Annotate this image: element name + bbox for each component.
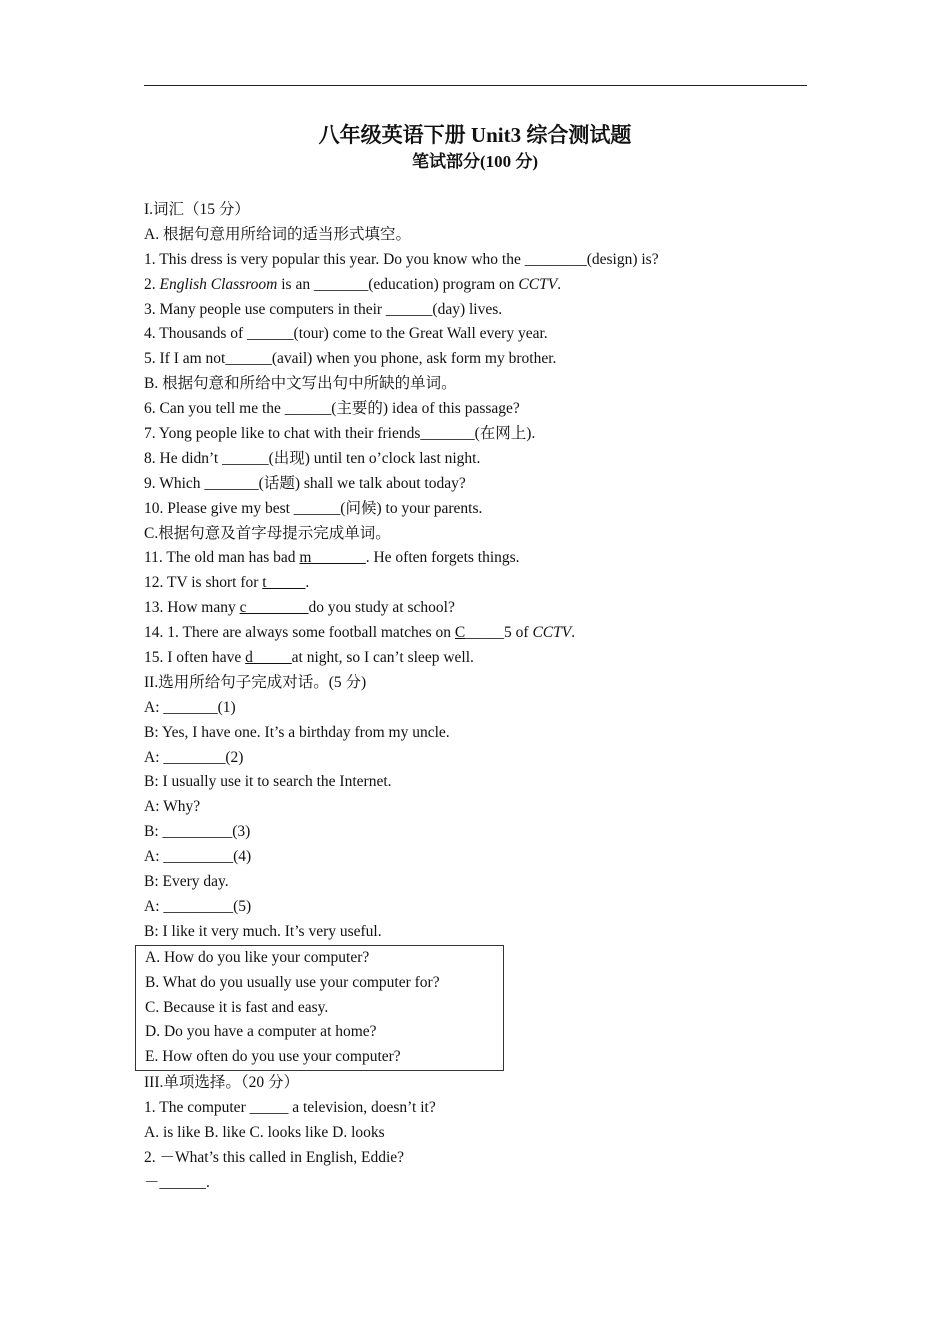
question-2 — [144, 273, 824, 298]
mc-question-1: 1. The computer _____ a television, doesn’t it? — [144, 1099, 436, 1117]
question-14-text: 14. 1. There are always some football matches on — [144, 624, 455, 642]
question-11-text: 11. The old man has bad — [144, 549, 300, 567]
dialogue-line: B: Yes, I have one. It’s a birthday from my uncle. — [144, 723, 450, 741]
dialogue-line: B: Every day. — [144, 873, 229, 891]
dialogue-line: A: _______(1) — [144, 698, 236, 716]
option-item: A. How do you like your computer? — [145, 948, 370, 966]
part-a-instruction: A. 根据句意用所给词的适当形式填空。 — [144, 225, 411, 243]
dialogue-line: B: _________(3) — [144, 823, 251, 841]
question-12-text: 12. TV is short for — [144, 574, 263, 592]
question-12-blank: t_____ — [262, 574, 306, 592]
question-1: 1. This dress is very popular this year. Do you know who the ________(design) is? — [144, 250, 659, 268]
part-b-instruction: B. 根据句意和所给中文写出句中所缺的单词。 — [144, 375, 457, 393]
question-14 — [144, 621, 824, 646]
question-14-end: . — [571, 624, 576, 642]
question-2-end: . — [557, 275, 562, 293]
section-heading-vocabulary: I.词汇（15 分） — [144, 201, 250, 218]
question-15-blank: d_____ — [245, 649, 292, 667]
header-rule — [144, 85, 807, 86]
question-6: 6. Can you tell me the ______(主要的) idea of this passage? — [144, 400, 520, 418]
question-14-channel: CCTV — [532, 624, 572, 642]
question-3: 3. Many people use computers in their ______(day) lives. — [144, 300, 503, 318]
mc-question-2-answer: －______. — [144, 1173, 210, 1191]
dialogue-line: A: Why? — [144, 798, 201, 816]
question-11-blank: m_______ — [299, 549, 366, 567]
question-15-end: at night, so I can’t sleep well. — [291, 649, 474, 667]
question-2-text: is an _______(education) program on — [277, 275, 519, 293]
question-7: 7. Yong people like to chat with their friends_______(在网上). — [144, 425, 536, 443]
question-13 — [144, 596, 824, 621]
dialogue-line: A: _________(4) — [144, 848, 252, 866]
mc-question-1-options: A. is like B. like C. looks like D. looks — [144, 1123, 385, 1141]
section-heading-dialogue: II.选用所给句子完成对话。(5 分) — [144, 673, 367, 691]
section-heading-multiple-choice: III.单项选择。（20 分） — [144, 1074, 299, 1092]
question-8: 8. He didn’t ______(出现) until ten o’clock last night. — [144, 449, 481, 467]
question-15 — [144, 646, 824, 671]
document-body — [144, 198, 824, 1196]
page-title: 八年级英语下册 Unit3 综合测试题 — [318, 123, 632, 147]
dialogue-line: A: ________(2) — [144, 748, 244, 766]
part-c-instruction: C.根据句意及首字母提示完成单词。 — [144, 524, 391, 542]
question-12-end: . — [305, 574, 310, 592]
dialogue-line: A: _________(5) — [144, 897, 252, 915]
question-12 — [144, 571, 824, 596]
option-item: B. What do you usually use your computer for? — [145, 973, 440, 991]
option-item: D. Do you have a computer at home? — [145, 1023, 377, 1041]
question-11 — [144, 546, 824, 571]
question-13-end: do you study at school? — [308, 599, 455, 617]
question-14-mid: _____5 of — [465, 624, 533, 642]
question-13-text: 13. How many — [144, 599, 240, 617]
question-13-blank: c________ — [239, 599, 309, 617]
question-2-number: 2. — [144, 275, 160, 293]
mc-question-2: 2. －What’s this called in English, Eddie? — [144, 1148, 405, 1166]
question-15-text: 15. I often have — [144, 649, 246, 667]
question-14-blank: C — [454, 624, 466, 642]
option-item: C. Because it is fast and easy. — [145, 998, 329, 1016]
question-2-program-name: English Classroom — [159, 275, 278, 293]
question-9: 9. Which _______(话题) shall we talk about today? — [144, 474, 466, 492]
dialogue-line: B: I like it very much. It’s very useful. — [144, 922, 382, 940]
question-5: 5. If I am not______(avail) when you phone, ask form my brother. — [144, 350, 557, 368]
question-10: 10. Please give my best ______(问候) to your parents. — [144, 499, 483, 517]
question-2-channel: CCTV — [518, 275, 558, 293]
question-4: 4. Thousands of ______(tour) come to the Great Wall every year. — [144, 325, 548, 343]
question-11-end: . He often forgets things. — [365, 549, 520, 567]
dialogue-line: B: I usually use it to search the Internet. — [144, 773, 392, 791]
option-item: E. How often do you use your computer? — [145, 1048, 401, 1066]
page-subtitle: 笔试部分(100 分) — [411, 152, 539, 171]
options-box — [135, 945, 504, 1071]
